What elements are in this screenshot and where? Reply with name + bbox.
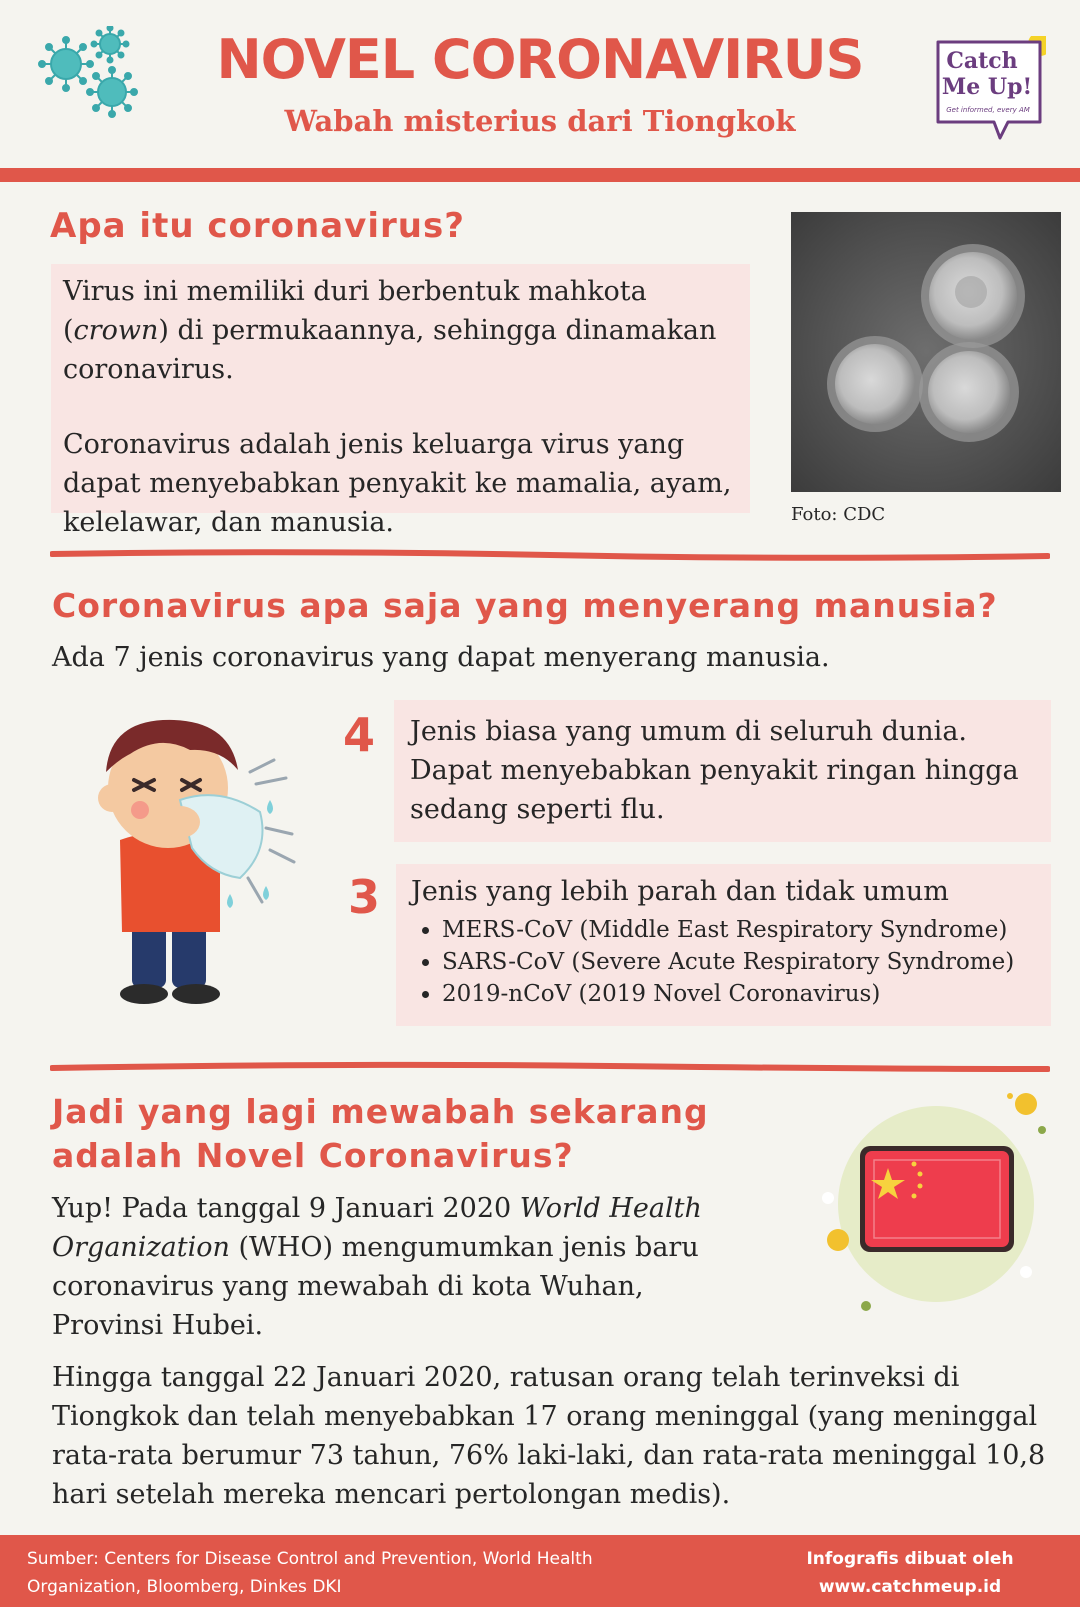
logo-tagline: Get informed, every AM — [946, 106, 1030, 114]
footer — [0, 1535, 1080, 1607]
photo-caption: Foto: CDC — [791, 504, 886, 525]
severe-type-list — [411, 914, 1036, 1010]
page-title: NOVEL CORONAVIRUS — [216, 28, 864, 91]
china-flag-icon — [820, 1090, 1052, 1320]
type-box-severe — [396, 864, 1051, 1026]
logo-line1: Catch — [946, 48, 1018, 74]
credit-text: Infografis dibuat oleh www.catchmeup.id — [780, 1545, 1040, 1601]
section-divider — [50, 548, 1050, 562]
section-heading-human-types: Coronavirus apa saja yang menyerang manusia? — [52, 586, 998, 625]
novel-paragraph-2: Hingga tanggal 22 Januari 2020, ratusan orang telah terinveksi di Tiongkok dan telah menyebabkan 17 orang meninggal (yang meninggal rata-rata berumur 73 tahun, 76% laki-laki, dan rata-rata meninggal 10,8 hari setelah mereka mencari pertolongan medis). — [52, 1362, 1046, 1510]
list-item: 2019-nCoV (2019 Novel Coronavirus) — [411, 978, 1036, 1010]
header — [0, 0, 1080, 170]
coronavirus-photo — [791, 212, 1061, 492]
definition-box — [51, 264, 750, 538]
type-count-severe: 3 — [348, 870, 381, 924]
section-heading-what-is: Apa itu coronavirus? — [50, 206, 465, 246]
list-item: MERS-CoV (Middle East Respiratory Syndrome) — [411, 914, 1036, 946]
header-divider — [0, 168, 1080, 182]
website-link[interactable]: www.catchmeup.id — [818, 1577, 1002, 1597]
section-heading-novel: Jadi yang lagi mewabah sekarang adalah Novel Coronavirus? — [52, 1092, 709, 1175]
page-subtitle: Wabah misterius dari Tiongkok — [284, 104, 796, 138]
definition-paragraph-1: Virus ini memiliki duri berbentuk mahkota (crown) di permukaannya, sehingga dinamakan coronavirus. — [63, 276, 717, 385]
type-count-common: 4 — [343, 708, 376, 762]
types-intro: Ada 7 jenis coronavirus yang dapat menyerang manusia. — [52, 642, 830, 673]
sneezing-boy-illustration — [70, 710, 310, 1010]
type-box-common: Jenis biasa yang umum di seluruh dunia. Dapat menyebabkan penyakit ringan hingga sedang seperti flu. — [394, 700, 1051, 842]
section-divider — [50, 1060, 1050, 1074]
type-box-severe-text: Jenis yang lebih parah dan tidak umum — [411, 876, 949, 907]
catch-me-up-logo — [936, 36, 1046, 146]
logo-line2: Me Up! — [941, 74, 1033, 100]
novel-paragraph-1: Yup! Pada tanggal 9 Januari 2020 World Health Organization (WHO) mengumumkan jenis baru coronavirus yang mewabah di kota Wuhan, Provinsi Hubei. — [52, 1193, 702, 1341]
sources-text: Sumber: Centers for Disease Control and Prevention, World Health Organization, Bloomberg, Dinkes DKI — [27, 1549, 593, 1597]
list-item: SARS-CoV (Severe Acute Respiratory Syndrome) — [411, 946, 1036, 978]
definition-paragraph-2: Coronavirus adalah jenis keluarga virus yang dapat menyebabkan penyakit ke mamalia, ayam, kelelawar, dan manusia. — [63, 429, 732, 538]
